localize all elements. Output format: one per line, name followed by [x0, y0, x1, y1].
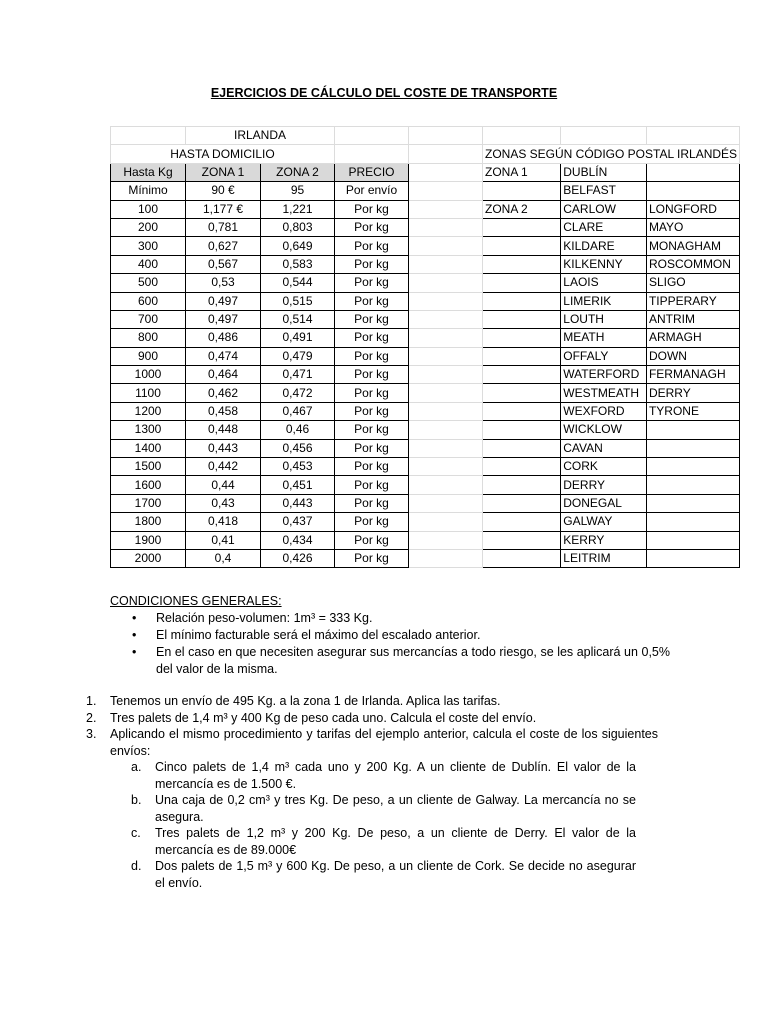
- condition-text: El mínimo facturable será el máximo del escalado anterior.: [156, 628, 481, 642]
- sheet-row: [111, 274, 740, 292]
- zone-county: [646, 163, 739, 181]
- rate-cell: 1800: [111, 513, 186, 531]
- conditions-list: [130, 610, 670, 678]
- rate-cell: 600: [111, 292, 186, 310]
- condition-text: En el caso en que necesiten asegurar sus mercancías a todo riesgo, se les aplicará un 0,5% del valor de la misma.: [156, 645, 670, 676]
- rate-cell: Por kg: [335, 531, 409, 549]
- sheet-row: [111, 329, 740, 347]
- sheet-row: [111, 145, 740, 163]
- rate-cell: Por kg: [335, 421, 409, 439]
- zone-cell: CORK: [561, 458, 647, 476]
- exercise-sub-list: [131, 759, 636, 891]
- rate-column-header: PRECIO: [335, 163, 409, 181]
- rate-cell: 0,491: [261, 329, 335, 347]
- rate-cell: Por kg: [335, 310, 409, 328]
- rate-cell: 0,442: [186, 458, 261, 476]
- zone-cell: WICKLOW: [561, 421, 647, 439]
- document-title: EJERCICIOS DE CÁLCULO DEL COSTE DE TRANSPORTE: [210, 86, 558, 100]
- rate-cell: 700: [111, 310, 186, 328]
- sheet-cell-empty: [483, 127, 561, 145]
- sheet-cell-empty: [409, 145, 483, 163]
- bullet-icon: •: [132, 611, 137, 625]
- rate-cell: Por kg: [335, 513, 409, 531]
- rate-cell: 1000: [111, 366, 186, 384]
- rate-cell: 0,474: [186, 347, 261, 365]
- exercise-sub-letter: b.: [131, 793, 142, 807]
- bullet-icon: •: [132, 645, 137, 659]
- rate-cell: 0,472: [261, 384, 335, 402]
- zone-cell: [483, 218, 561, 236]
- sheet-row: [111, 127, 740, 145]
- exercise-sub-item: [131, 858, 636, 891]
- zone-county: BELFAST: [561, 182, 647, 200]
- rate-cell: Por kg: [335, 476, 409, 494]
- rate-cell: 0,458: [186, 402, 261, 420]
- rate-cell: 400: [111, 255, 186, 273]
- zone-cell: LONGFORD: [646, 200, 739, 218]
- sheet-cell-empty: [409, 402, 483, 420]
- zone-cell: WEXFORD: [561, 402, 647, 420]
- rate-cell: 1,177 €: [186, 200, 261, 218]
- exercises-list: [86, 693, 658, 891]
- rate-cell: 0,649: [261, 237, 335, 255]
- sheet-row: [111, 366, 740, 384]
- rate-cell: 0,456: [261, 439, 335, 457]
- zone-cell: DOWN: [646, 347, 739, 365]
- zone-label: ZONA 1: [483, 163, 561, 181]
- exercise-sub-letter: d.: [131, 859, 142, 873]
- rate-cell: Por kg: [335, 255, 409, 273]
- rate-column-header: Hasta Kg: [111, 163, 186, 181]
- zone-cell: OFFALY: [561, 347, 647, 365]
- exercise-sub-text: Una caja de 0,2 cm³ y tres Kg. De peso, a un cliente de Galway. La mercancía no se asegura.: [155, 793, 636, 824]
- exercise-sub-letter: a.: [131, 760, 142, 774]
- rate-cell: 1,221: [261, 200, 335, 218]
- sheet-cell-empty: [409, 237, 483, 255]
- zone-cell: [483, 421, 561, 439]
- spreadsheet-region: [110, 126, 740, 568]
- zone-cell: [483, 494, 561, 512]
- condition-item: [130, 644, 670, 678]
- sheet-cell-empty: [409, 549, 483, 567]
- zones-title: ZONAS SEGÚN CÓDIGO POSTAL IRLANDÉS: [483, 145, 740, 163]
- delivery-subtitle: HASTA DOMICILIO: [111, 145, 335, 163]
- rate-cell: 0,453: [261, 458, 335, 476]
- zone-cell: [483, 292, 561, 310]
- zone-cell: TIPPERARY: [646, 292, 739, 310]
- zone-cell: [483, 531, 561, 549]
- rate-cell: 1400: [111, 439, 186, 457]
- rate-cell: 2000: [111, 549, 186, 567]
- rate-cell: 0,471: [261, 366, 335, 384]
- sheet-row: [111, 421, 740, 439]
- minimum-cell: 90 €: [186, 182, 261, 200]
- exercise-text: Tenemos un envío de 495 Kg. a la zona 1 de Irlanda. Aplica las tarifas.: [110, 694, 501, 708]
- sheet-cell-empty: [409, 458, 483, 476]
- sheet-cell-empty: [409, 347, 483, 365]
- rate-cell: 0,497: [186, 310, 261, 328]
- rate-cell: 500: [111, 274, 186, 292]
- rate-column-header: ZONA 1: [186, 163, 261, 181]
- sheet-row: [111, 531, 740, 549]
- zone-cell: WATERFORD: [561, 366, 647, 384]
- sheet-cell-empty: [409, 329, 483, 347]
- rate-cell: Por kg: [335, 237, 409, 255]
- zone-cell: DERRY: [646, 384, 739, 402]
- rate-cell: Por kg: [335, 347, 409, 365]
- zone-cell: MONAGHAM: [646, 237, 739, 255]
- rate-cell: Por kg: [335, 218, 409, 236]
- rate-cell: 0,434: [261, 531, 335, 549]
- zone-cell: ARMAGH: [646, 329, 739, 347]
- sheet-cell-empty: [409, 163, 483, 181]
- rate-cell: Por kg: [335, 384, 409, 402]
- sheet-row: [111, 347, 740, 365]
- rate-cell: 1100: [111, 384, 186, 402]
- rate-cell: 0,4: [186, 549, 261, 567]
- zone-cell: [646, 494, 739, 512]
- sheet-row: [111, 549, 740, 567]
- rate-cell: 0,464: [186, 366, 261, 384]
- rate-cell: Por kg: [335, 292, 409, 310]
- rate-cell: 0,451: [261, 476, 335, 494]
- sheet-cell-empty: [409, 274, 483, 292]
- rate-cell: 0,567: [186, 255, 261, 273]
- sheet-row: [111, 402, 740, 420]
- zone-cell: SLIGO: [646, 274, 739, 292]
- rate-cell: Por kg: [335, 274, 409, 292]
- sheet-row: [111, 163, 740, 181]
- zone-cell: [646, 513, 739, 531]
- exercise-sub-item: [131, 759, 636, 792]
- exercise-text: Tres palets de 1,4 m³ y 400 Kg de peso cada uno. Calcula el coste del envío.: [110, 710, 537, 725]
- exercise-sub-text: Dos palets de 1,5 m³ y 600 Kg. De peso, a un cliente de Cork. Se decide no asegurar el envío.: [155, 859, 636, 890]
- rate-cell: 900: [111, 347, 186, 365]
- sheet-row: [111, 439, 740, 457]
- sheet-cell-empty: [409, 494, 483, 512]
- rate-cell: 1700: [111, 494, 186, 512]
- zone-cell: [646, 458, 739, 476]
- rate-cell: Por kg: [335, 549, 409, 567]
- zone-cell: [483, 310, 561, 328]
- rate-cell: 0,544: [261, 274, 335, 292]
- zone-cell: [646, 531, 739, 549]
- rate-cell: Por kg: [335, 458, 409, 476]
- sheet-row: [111, 458, 740, 476]
- zone-cell: [483, 458, 561, 476]
- zone-cell: [483, 347, 561, 365]
- zone-cell: [646, 549, 739, 567]
- exercise-sub-item: [131, 792, 636, 825]
- minimum-cell: Mínimo: [111, 182, 186, 200]
- zone-cell: ANTRIM: [646, 310, 739, 328]
- rate-cell: 0,53: [186, 274, 261, 292]
- rate-cell: 0,627: [186, 237, 261, 255]
- zone-cell: [646, 439, 739, 457]
- rate-cell: 0,583: [261, 255, 335, 273]
- rate-cell: 0,803: [261, 218, 335, 236]
- zone-cell: [646, 421, 739, 439]
- rate-cell: 0,41: [186, 531, 261, 549]
- zone-cell: LEITRIM: [561, 549, 647, 567]
- rate-cell: 0,44: [186, 476, 261, 494]
- sheet-row: [111, 182, 740, 200]
- zone-cell: TYRONE: [646, 402, 739, 420]
- zone-cell: GALWAY: [561, 513, 647, 531]
- rate-cell: 0,46: [261, 421, 335, 439]
- zone-cell: [483, 255, 561, 273]
- exercise-item: [86, 710, 658, 727]
- rate-cell: 0,418: [186, 513, 261, 531]
- exercise-number: 2.: [86, 710, 97, 725]
- rate-cell: 0,497: [186, 292, 261, 310]
- rate-cell: 0,443: [186, 439, 261, 457]
- sheet-cell-empty: [409, 513, 483, 531]
- sheet-cell-empty: [409, 384, 483, 402]
- zone-cell: DONEGAL: [561, 494, 647, 512]
- sheet-row: [111, 476, 740, 494]
- rate-cell: 800: [111, 329, 186, 347]
- exercise-number: 1.: [86, 694, 97, 708]
- rates-spreadsheet: [110, 126, 740, 568]
- zone-cell: LAOIS: [561, 274, 647, 292]
- rate-cell: Por kg: [335, 439, 409, 457]
- sheet-cell-empty: [409, 200, 483, 218]
- zone-cell: [483, 476, 561, 494]
- exercise-sub-letter: c.: [131, 826, 141, 840]
- bullet-icon: •: [132, 628, 137, 642]
- zone-cell: [483, 402, 561, 420]
- zone-label: [483, 182, 561, 200]
- zone-cell: KERRY: [561, 531, 647, 549]
- rate-cell: 0,515: [261, 292, 335, 310]
- zone-cell: [646, 476, 739, 494]
- zone-cell: KILDARE: [561, 237, 647, 255]
- sheet-cell-empty: [409, 421, 483, 439]
- zone-cell: CLARE: [561, 218, 647, 236]
- rate-cell: 1600: [111, 476, 186, 494]
- sheet-cell-empty: [561, 127, 647, 145]
- sheet-cell-empty: [409, 366, 483, 384]
- rate-cell: 1200: [111, 402, 186, 420]
- exercise-sub-text: Cinco palets de 1,4 m³ cada uno y 200 Kg. A un cliente de Dublín. El valor de la mercancía es de 1.500 €.: [155, 760, 636, 791]
- zone-county: [646, 182, 739, 200]
- zone-cell: ROSCOMMON: [646, 255, 739, 273]
- zone-cell: DERRY: [561, 476, 647, 494]
- sheet-row: [111, 218, 740, 236]
- exercise-item: [86, 726, 658, 891]
- exercise-number: 3.: [86, 727, 97, 741]
- rate-cell: 0,43: [186, 494, 261, 512]
- zone-county: DUBLÍN: [561, 163, 647, 181]
- zone-cell: MAYO: [646, 218, 739, 236]
- rate-cell: Por kg: [335, 329, 409, 347]
- rate-cell: 0,462: [186, 384, 261, 402]
- rate-cell: 0,479: [261, 347, 335, 365]
- sheet-cell-empty: [409, 476, 483, 494]
- rate-cell: 200: [111, 218, 186, 236]
- condition-item: [130, 627, 670, 644]
- zone-cell: [483, 237, 561, 255]
- rate-cell: 0,486: [186, 329, 261, 347]
- zone-cell: [483, 549, 561, 567]
- minimum-cell: Por envío: [335, 182, 409, 200]
- sheet-cell-empty: [409, 182, 483, 200]
- zone-cell: WESTMEATH: [561, 384, 647, 402]
- zone-cell: [483, 384, 561, 402]
- sheet-cell-empty: [409, 310, 483, 328]
- rate-cell: 0,426: [261, 549, 335, 567]
- rate-cell: 0,514: [261, 310, 335, 328]
- rate-cell: Por kg: [335, 494, 409, 512]
- sheet-cell-empty: [111, 127, 186, 145]
- sheet-row: [111, 200, 740, 218]
- zone-cell: ZONA 2: [483, 200, 561, 218]
- sheet-row: [111, 255, 740, 273]
- rate-cell: 300: [111, 237, 186, 255]
- condition-item: [130, 610, 670, 627]
- rate-cell: 1900: [111, 531, 186, 549]
- zone-cell: [483, 274, 561, 292]
- sheet-cell-empty: [409, 218, 483, 236]
- exercise-sub-item: [131, 825, 636, 858]
- sheet-row: [111, 310, 740, 328]
- sheet-cell-empty: [409, 127, 483, 145]
- sheet-cell-empty: [409, 255, 483, 273]
- sheet-cell-empty: [646, 127, 739, 145]
- rate-cell: Por kg: [335, 366, 409, 384]
- zone-cell: LOUTH: [561, 310, 647, 328]
- exercise-text: Aplicando el mismo procedimiento y tarifas del ejemplo anterior, calcula el coste de los siguientes envíos:: [110, 727, 658, 758]
- rate-cell: 1300: [111, 421, 186, 439]
- sheet-cell-empty: [335, 145, 409, 163]
- rate-cell: 0,448: [186, 421, 261, 439]
- conditions-title: CONDICIONES GENERALES:: [110, 594, 282, 608]
- sheet-cell-empty: [409, 292, 483, 310]
- sheet-cell-empty: [409, 439, 483, 457]
- rate-cell: 0,443: [261, 494, 335, 512]
- rate-cell: Por kg: [335, 200, 409, 218]
- sheet-row: [111, 292, 740, 310]
- rate-column-header: ZONA 2: [261, 163, 335, 181]
- exercise-item: [86, 693, 658, 710]
- zone-cell: CARLOW: [561, 200, 647, 218]
- sheet-row: [111, 237, 740, 255]
- country-label: IRLANDA: [186, 127, 335, 145]
- sheet-row: [111, 384, 740, 402]
- zone-cell: [483, 366, 561, 384]
- rate-cell: 0,437: [261, 513, 335, 531]
- sheet-row: [111, 494, 740, 512]
- rate-cell: 0,467: [261, 402, 335, 420]
- sheet-cell-empty: [409, 531, 483, 549]
- zone-cell: LIMERIK: [561, 292, 647, 310]
- zone-cell: KILKENNY: [561, 255, 647, 273]
- sheet-cell-empty: [335, 127, 409, 145]
- zone-cell: [483, 329, 561, 347]
- zone-cell: [483, 439, 561, 457]
- zone-cell: FERMANAGH: [646, 366, 739, 384]
- rate-cell: 1500: [111, 458, 186, 476]
- zone-cell: MEATH: [561, 329, 647, 347]
- condition-text: Relación peso-volumen: 1m³ = 333 Kg.: [156, 611, 373, 625]
- minimum-cell: 95: [261, 182, 335, 200]
- rate-cell: Por kg: [335, 402, 409, 420]
- zone-cell: CAVAN: [561, 439, 647, 457]
- sheet-row: [111, 513, 740, 531]
- exercise-sub-text: Tres palets de 1,2 m³ y 200 Kg. De peso, a un cliente de Derry. El valor de la mercancía es de 89.000€: [155, 826, 636, 857]
- rate-cell: 100: [111, 200, 186, 218]
- rate-cell: 0,781: [186, 218, 261, 236]
- zone-cell: [483, 513, 561, 531]
